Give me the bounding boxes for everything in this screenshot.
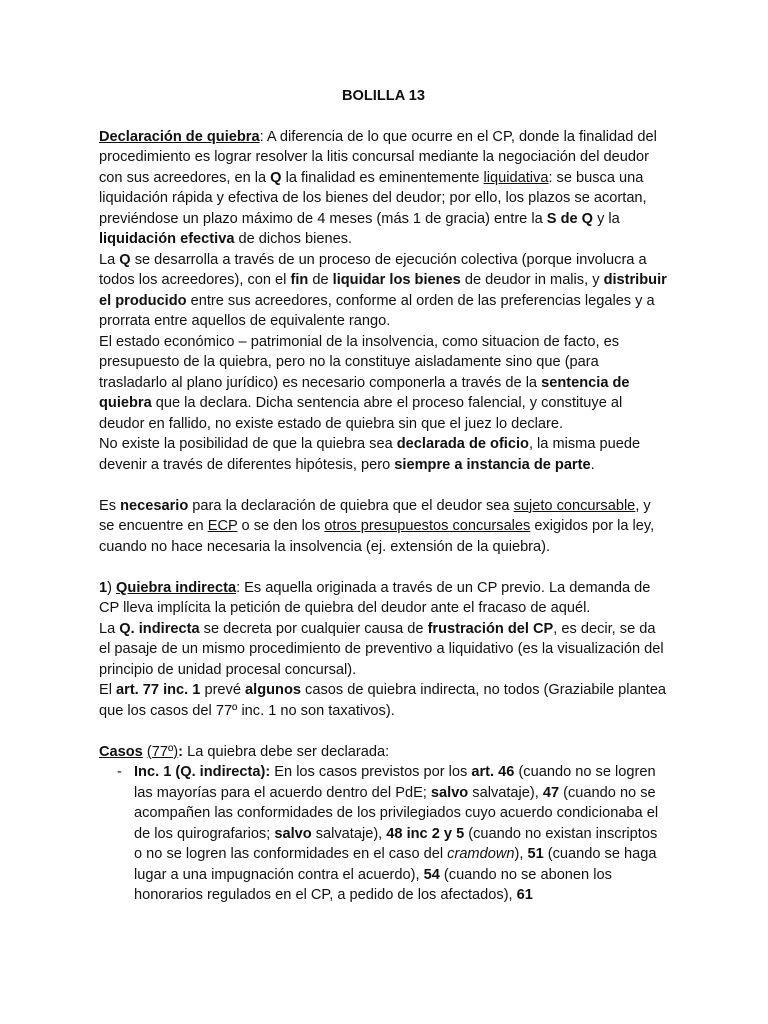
bold-text: necesario (120, 497, 189, 514)
bold-text: S de Q (546, 210, 594, 227)
paragraph-necesario (99, 496, 668, 558)
paragraph-quiebra-indirecta (99, 578, 668, 619)
bold-text: 1 (99, 579, 108, 596)
text: (cuando se haga lugar a una impugnación contra el acuerdo), (134, 846, 657, 883)
text: La (99, 620, 120, 637)
text: de dichos bienes. (234, 231, 353, 247)
bold-text: Q (270, 169, 282, 186)
text: salvataje), (311, 825, 387, 842)
text: : Es aquella originada a través de un CP previo. La demanda de CP lleva implícita la petición de quiebra del deudor ante el fracaso de aquél. (99, 579, 651, 616)
bold-text: Q (119, 251, 131, 268)
underlined-text: liquidativa (483, 169, 549, 186)
text: Es (99, 497, 121, 514)
bold-text: 51 (527, 846, 544, 862)
list-dash: - (117, 764, 122, 780)
text: No existe la posibilidad de que la quiebra sea (99, 436, 397, 452)
list-item (99, 762, 668, 906)
text: , la misma puede devenir a través de diferentes hipótesis, pero (99, 436, 641, 473)
text: (cuando no existan inscriptos o no se logren las conformidades en el caso del (134, 825, 658, 862)
text: exigidos por la ley, cuando no hace necesaria la insolvencia (ej. extensión de la quiebra). (99, 518, 655, 555)
heading-casos: Casos (99, 743, 143, 760)
bold-text: 61 (516, 887, 533, 903)
text: , y se encuentre en (99, 497, 651, 534)
text: , es decir, se da el pasaje de un mismo procedimiento de preventivo a liquidativo (es la visualización del principio de unidad procesal concursal). (99, 620, 664, 678)
text: El (99, 682, 117, 698)
italic-text: cramdown (447, 846, 515, 862)
bold-text: 48 inc 2 y 5 (386, 825, 465, 842)
text: prevé (200, 682, 246, 698)
bold-text: 54 (423, 866, 440, 883)
paragraph-declaracion (99, 127, 668, 250)
paragraph-proceso (99, 250, 668, 332)
paragraph-q-indirecta (99, 619, 668, 681)
bold-text: algunos (245, 682, 301, 698)
paragraph-art-77 (99, 680, 668, 721)
text: casos de quiebra indirecta, no todos (Graziabile plantea que los casos del 77º inc. 1 no son taxativos). (99, 682, 667, 719)
text: ) (107, 579, 117, 596)
heading-declaracion: Declaración de quiebra (99, 128, 260, 145)
text: salvataje), (468, 784, 543, 801)
text: La (99, 251, 120, 268)
bold-text: siempre a instancia de parte (394, 456, 591, 473)
bold-text: 47 (542, 784, 560, 801)
underlined-text: sujeto concursable (513, 497, 636, 514)
text: entre sus acreedores, conforme al orden de las preferencias legales y a prorrata entre aquellos de equivalente rango. (99, 292, 655, 329)
text: que la declara. Dicha sentencia abre el proceso falencial, y constituye al deudor en fallido, no existe estado de quiebra sin que el juez lo declare. (99, 395, 623, 432)
spacer (99, 721, 668, 742)
bold-text: declarada de oficio (396, 436, 529, 452)
text: : A diferencia de lo que ocurre en el CP, donde la finalidad del procedimiento es lograr resolver la litis concursal mediante la negociación del deudor con sus acreedores, en la (99, 128, 657, 186)
cases-list (99, 762, 668, 906)
text: (cuando no se logren las mayorías para el acuerdo dentro del PdE; (134, 764, 656, 801)
bold-text: fin (290, 272, 309, 288)
text: y la (593, 210, 620, 227)
text: para la declaración de quiebra que el deudor sea (188, 497, 514, 514)
bold-text: salvo (430, 784, 469, 801)
text: o se den los (237, 518, 325, 534)
bold-text: art. 46 (471, 764, 515, 780)
bold-text: art. 77 inc. 1 (116, 682, 201, 698)
bold-text: liquidar los bienes (332, 272, 461, 288)
bold-text: Inc. 1 (Q. indirecta): (134, 764, 271, 780)
text: La quiebra debe ser declarada: (183, 743, 390, 760)
paragraph-estado-economico (99, 332, 668, 435)
text: se decreta por cualquier causa de (199, 620, 428, 637)
text: de deudor in malis, y (460, 272, 604, 288)
underlined-text: ECP (207, 518, 238, 534)
bold-text: frustración del CP (427, 620, 554, 637)
text: se desarrolla a través de un proceso de ejecución colectiva (porque involucra a todos los acreedores), con el (99, 251, 647, 288)
bold-text: liquidación efectiva (99, 231, 235, 247)
bold-text: sentencia de quiebra (99, 374, 630, 411)
text: ), (514, 846, 528, 862)
text: El estado económico – patrimonial de la insolvencia, como situacion de facto, es presupuesto de la quiebra, pero no la constituye aisladamente sino que (para trasladarlo al plano jurídico) es necesario componerla a través de la (99, 333, 619, 391)
bold-text: : (178, 743, 184, 760)
text: . (590, 456, 595, 473)
spacer (99, 557, 668, 578)
bold-text: Q. indirecta (119, 620, 200, 637)
underlined-text: otros presupuestos concursales (324, 518, 531, 534)
paragraph-oficio (99, 434, 668, 475)
bold-text: distribuir el producido (99, 272, 667, 309)
underlined-text: (77º) (146, 743, 179, 760)
heading-quiebra-indirecta: Quiebra indirecta (116, 579, 237, 596)
text: de (308, 272, 333, 288)
text: (cuando no se abonen los honorarios regulados en el CP, a pedido de los afectados), (134, 866, 612, 903)
text: : se busca una liquidación rápida y efectiva de los bienes del deudor; por ello, los plazos se acortan, previéndose un plazo máximo de 4 meses (más 1 de gracia) entre la (99, 169, 647, 227)
page-title: BOLILLA 13 (342, 88, 425, 104)
spacer (99, 475, 668, 496)
text: (cuando no se acompañen las conformidades de los privilegiados cuyo acuerdo condicionaba el de los quirografarios; (134, 784, 659, 842)
bold-text: salvo (274, 825, 312, 842)
paragraph-casos (99, 742, 668, 763)
text: la finalidad es eminentemente (281, 169, 484, 186)
text: En los casos previstos por los (270, 764, 472, 780)
